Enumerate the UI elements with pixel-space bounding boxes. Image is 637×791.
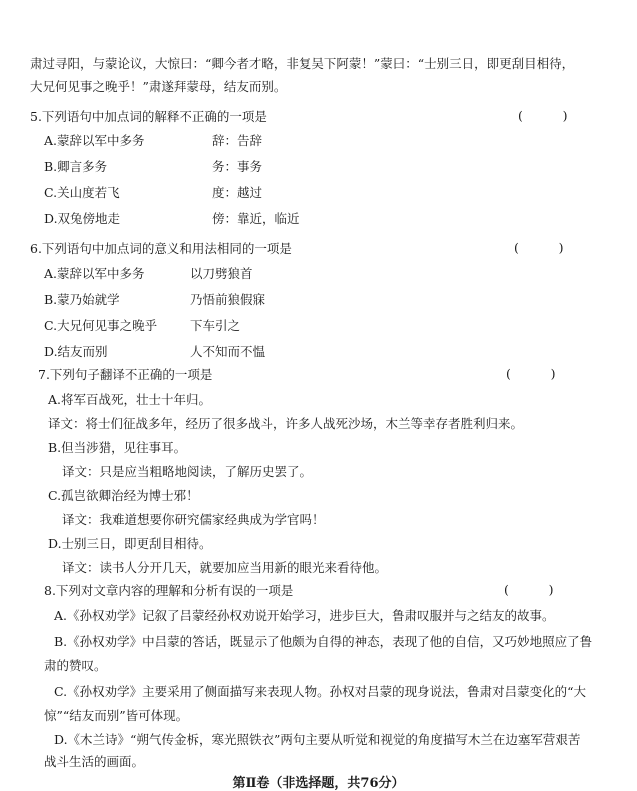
question-5-answer-blank: ( ) [518, 108, 568, 123]
question-8-answer-blank: ( ) [504, 582, 554, 597]
question-7-option-d-translation: 译文：读书人分开几天，就要加应当用新的眼光来看待他。 [62, 560, 388, 575]
passage-line-2: 大兄何见事之晚乎！”肃遂拜蒙母，结友而别。 [30, 79, 287, 94]
question-5-option-a-gloss: 辞：告辞 [212, 133, 263, 148]
question-8-stem: 8.下列对文章内容的理解和分析有误的一项是 [44, 583, 294, 598]
passage-line-1: 肃过寻阳，与蒙论议，大惊曰：“卿今者才略，非复吴下阿蒙！”蒙曰：“士别三日，即更刮目相待， [30, 56, 575, 71]
question-7-option-a: A.将军百战死，壮士十年归。 [48, 392, 212, 407]
question-7-option-b-translation: 译文：只是应当粗略地阅读，了解历史罢了。 [62, 464, 313, 479]
question-6-option-b: B.蒙乃始就学 [44, 292, 120, 307]
question-6-option-b-compare: 乃悟前狼假寐 [190, 292, 266, 307]
question-6-option-c-compare: 下车引之 [190, 318, 241, 333]
question-8-option-b-line-1: B.《孙权劝学》中吕蒙的答话，既显示了他颇为自得的神态，表现了他的自信，又巧妙地照应了鲁 [54, 634, 593, 649]
question-5-option-b-gloss: 务：事务 [212, 159, 263, 174]
question-6-option-c: C.大兄何见事之晚乎 [44, 318, 158, 333]
question-6-option-a: A.蒙辞以军中多务 [44, 266, 145, 281]
question-7-option-b: B.但当涉猎，见往事耳。 [48, 440, 187, 455]
question-8-option-b-line-2: 肃的赞叹。 [44, 658, 107, 673]
question-8-option-a: A.《孙权劝学》记叙了吕蒙经孙权劝说开始学习，进步巨大，鲁肃叹服并与之结友的故事。 [54, 608, 555, 623]
question-5-option-d-gloss: 傍：靠近，临近 [212, 211, 300, 226]
question-7-option-d: D.士别三日，即更刮目相待。 [48, 536, 212, 551]
question-5-option-b: B.卿言多务 [44, 159, 108, 174]
question-6-option-d-compare: 人不知而不愠 [190, 344, 266, 359]
question-5-option-a: A.蒙辞以军中多务 [44, 133, 145, 148]
question-5-stem: 5.下列语句中加点词的解释不正确的一项是 [30, 109, 267, 124]
question-5-option-d: D.双兔傍地走 [44, 211, 121, 226]
question-6-stem: 6.下列语句中加点词的意义和用法相同的一项是 [30, 241, 292, 256]
question-5-option-c: C.关山度若飞 [44, 185, 120, 200]
question-8-option-d-line-1: D.《木兰诗》“朔气传金柝，寒光照铁衣”两句主要从听觉和视觉的角度描写木兰在边塞军营艰苦 [54, 732, 581, 747]
question-6-option-d: D.结友而别 [44, 344, 108, 359]
question-7-stem: 7.下列句子翻译不正确的一项是 [38, 367, 213, 382]
question-7-option-c: C.孤岂欲卿治经为博士邪！ [48, 488, 199, 503]
question-8-option-c-line-1: C.《孙权劝学》主要采用了侧面描写来表现人物。孙权对吕蒙的现身说法，鲁肃对吕蒙变化的“大 [54, 684, 586, 699]
question-7-option-a-translation: 译文：将士们征战多年，经历了很多战斗，许多人战死沙场，木兰等幸存者胜利归来。 [48, 416, 524, 431]
question-6-answer-blank: ( ) [514, 240, 564, 255]
question-7-option-c-translation: 译文：我难道想要你研究儒家经典成为学官吗！ [62, 512, 325, 527]
question-8-option-d-line-2: 战斗生活的画面。 [44, 754, 145, 769]
question-5-option-c-gloss: 度：越过 [212, 185, 263, 200]
section-title: 第Ⅱ卷（非选择题，共76分） [232, 776, 405, 791]
question-8-option-c-line-2: 惊”“结友而别”皆可体现。 [44, 708, 189, 723]
question-6-option-a-compare: 以刀劈狼首 [190, 266, 253, 281]
question-7-answer-blank: ( ) [506, 366, 556, 381]
